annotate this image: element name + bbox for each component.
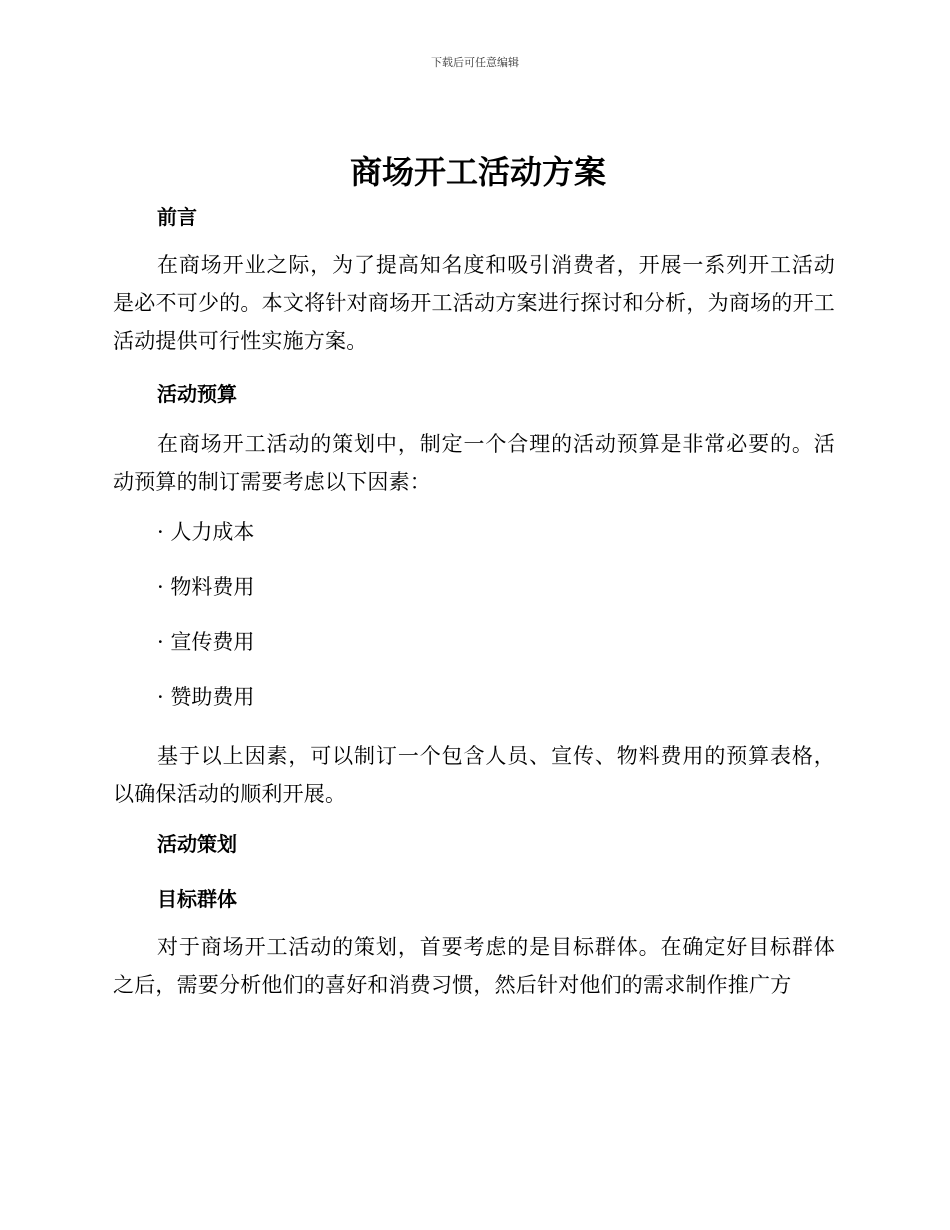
paragraph-budget-intro: 在商场开工活动的策划中，制定一个合理的活动预算是非常必要的。活动预算的制订需要考虑以下因素：: [113, 432, 835, 494]
heading-budget: 活动预算: [157, 382, 237, 406]
bullet-item: · 宣传费用: [157, 630, 255, 654]
heading-target: 目标群体: [157, 887, 237, 911]
paragraph-preface: 在商场开业之际，为了提高知名度和吸引消费者，开展一系列开工活动是必不可少的。本文将针对商场开工活动方案进行探讨和分析，为商场的开工活动提供可行性实施方案。: [113, 253, 835, 353]
document-body: [113, 150, 835, 1023]
bullet-item: · 人力成本: [157, 520, 255, 544]
paragraph-target: 对于商场开工活动的策划，首要考虑的是目标群体。在确定好目标群体之后，需要分析他们的喜好和消费习惯，然后针对他们的需求制作推广方: [113, 935, 835, 997]
heading-preface: 前言: [157, 205, 197, 229]
heading-planning: 活动策划: [157, 832, 237, 856]
page-header-note: 下载后可任意编辑: [431, 56, 519, 69]
paragraph-budget-summary: 基于以上因素，可以制订一个包含人员、宣传、物料费用的预算表格，以确保活动的顺利开展。: [113, 744, 835, 806]
document-title: 商场开工活动方案: [349, 153, 606, 191]
bullet-item: · 赞助费用: [157, 685, 255, 709]
bullet-item: · 物料费用: [157, 575, 255, 599]
